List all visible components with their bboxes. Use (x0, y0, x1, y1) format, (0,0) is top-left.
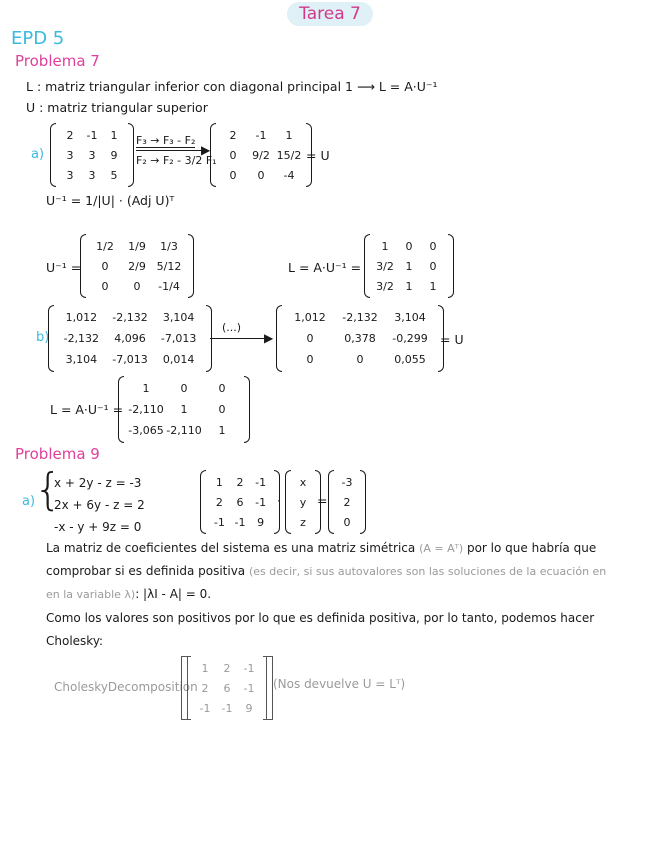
arrow-line (136, 150, 206, 151)
matrix-cell: -1 (243, 661, 255, 675)
matrix-cell: 0 (257, 168, 265, 182)
matrix-cell: -3 (341, 475, 353, 489)
matrix-cell: -1 (255, 128, 267, 142)
matrix-cell: 1 (201, 661, 209, 675)
matrix-cell: z (300, 515, 306, 529)
matrix-cell: -2,110 (128, 403, 164, 416)
text-line-2: comprobar si es definida positiva (es decir, si sus autovalores son las soluciones de la ecuación en (46, 564, 607, 578)
row-op-elided: (...) (222, 321, 242, 334)
matrix-cell: 0 (218, 382, 226, 395)
matrix-cell: 0 (306, 353, 314, 366)
matrix-cell: 3/2 (376, 259, 394, 273)
definition-U: U : matriz triangular superior (26, 100, 208, 115)
matrix-cell: 1 (405, 259, 413, 273)
matrix-cell: -7,013 (112, 353, 148, 366)
part-b-label: b) (36, 330, 50, 345)
text-line-5: Cholesky: (46, 634, 104, 648)
arrow-head-icon: ▶ (264, 331, 274, 345)
matrix-cell: 0 (343, 515, 351, 529)
matrix-cell: -1 (255, 475, 267, 489)
matrix-A-b (48, 305, 212, 376)
matrix-cell: 6 (223, 681, 231, 695)
matrix-cell: -1 (86, 128, 98, 142)
matrix-cell: 5/12 (156, 259, 182, 273)
matrix-cell: 1 (110, 128, 118, 142)
matrix-cell: 9 (245, 701, 253, 715)
matrix-cell: 1 (285, 128, 293, 142)
text-line-3: en la variable λ): |λI - A| = 0. (46, 587, 212, 601)
matrix-cell: 0 (101, 279, 109, 293)
matrix-cell: 1,012 (294, 311, 326, 324)
part-a-label: a) (31, 147, 45, 162)
equation-3: -x - y + 9z = 0 (54, 520, 142, 534)
matrix-cell: 1/2 (96, 239, 114, 253)
matrix-cell: 0 (405, 239, 413, 253)
matrix-cell: x (299, 475, 307, 489)
equals-U-b: = U (440, 332, 464, 347)
matrix-cell: 3 (88, 148, 96, 162)
problem-7-title: Problema 7 (15, 52, 100, 70)
matrix-cell: 6 (236, 495, 244, 509)
p9-part-a-label: a) (22, 494, 36, 509)
row-op-2: F₂ → F₂ - 3/2 F₁ (136, 154, 217, 167)
matrix-cell: 0 (356, 353, 364, 366)
matrix-cell: 1/9 (128, 239, 146, 253)
cholesky-command: CholeskyDecomposition (54, 680, 198, 694)
matrix-cell: -3,065 (128, 424, 164, 437)
matrix-cell: 2/9 (128, 259, 146, 273)
matrix-cell: 2 (229, 128, 237, 142)
matrix-cell: 0 (229, 168, 237, 182)
definition-L: L : matriz triangular inferior con diagonal principal 1 ⟶ L = A·U⁻¹ (26, 79, 438, 94)
equals-U-a: = U (306, 148, 330, 163)
matrix-cell: 0 (133, 279, 141, 293)
matrix-cell: -2,110 (166, 424, 202, 437)
matrix-cell: 0 (229, 148, 237, 162)
matrix-L-b (118, 376, 250, 447)
matrix-cell: 3,104 (65, 353, 98, 366)
row-op-1: F₃ → F₃ - F₂ (136, 134, 196, 147)
matrix-cell: 2 (236, 475, 244, 489)
equation-1: x + 2y - z = -3 (54, 476, 142, 490)
matrix-A-a (50, 123, 134, 191)
matrix-cell: -1 (221, 701, 233, 715)
matrix-cell: -7,013 (160, 332, 197, 345)
problem-9-title: Problema 9 (15, 445, 100, 463)
matrix-Uinv (80, 234, 194, 302)
matrix-cell: -0,299 (392, 332, 428, 345)
matrix-cell: 2 (66, 128, 74, 142)
matrix-cell: 1/3 (160, 239, 178, 253)
matrix-cell: 15/2 (276, 148, 302, 162)
matrix-cell: 1 (405, 279, 413, 293)
matrix-cell: 3,104 (162, 311, 195, 324)
matrix-cell: 1 (142, 382, 150, 395)
arrow-line-b (210, 338, 268, 339)
matrix-cell: 1 (180, 403, 188, 416)
matrix-cell: -1 (213, 515, 225, 529)
matrix-cell: 2 (215, 495, 223, 509)
matrix-cell: 1 (381, 239, 389, 253)
matrix-cell: 2 (343, 495, 351, 509)
matrix-cell: 0 (180, 382, 188, 395)
matrix-cell: -1 (255, 495, 267, 509)
equation-2: 2x + 6y - z = 2 (54, 498, 145, 512)
cholesky-note: (Nos devuelve U = Lᵀ) (273, 677, 406, 691)
matrix-cell: 3,104 (394, 311, 426, 324)
matrix-coefficients (200, 470, 280, 538)
matrix-cell: 5 (110, 168, 118, 182)
matrix-cell: 0 (101, 259, 109, 273)
dot-operator: · (277, 493, 281, 508)
matrix-cell: 9 (257, 515, 265, 529)
matrix-cell: 1,012 (65, 311, 98, 324)
matrix-cell: 1 (429, 279, 437, 293)
equation-system (54, 472, 145, 538)
matrix-cell: 9/2 (252, 148, 270, 162)
matrix-cell: 0,378 (344, 332, 376, 345)
L-label-b: L = A·U⁻¹ = (50, 402, 124, 417)
vector-b (328, 470, 366, 538)
matrix-U-a (210, 123, 312, 191)
matrix-cell: 0 (306, 332, 314, 345)
matrix-cell: -2,132 (112, 311, 148, 324)
matrix-cell: 0 (429, 239, 437, 253)
matrix-cholesky-input (181, 656, 273, 724)
text-line-4: Como los valores son positivos por lo que es definida positiva, por lo tanto, podemos hacer (46, 611, 595, 625)
vector-unknowns (285, 470, 321, 538)
matrix-cell: 9 (110, 148, 118, 162)
matrix-cell: 1 (218, 424, 226, 437)
matrix-cell: 2 (201, 681, 209, 695)
matrix-cell: 3 (66, 168, 74, 182)
matrix-cell: 2 (223, 661, 231, 675)
matrix-cell: 4,096 (114, 332, 146, 345)
matrix-cell: 0 (218, 403, 226, 416)
matrix-cell: -1/4 (158, 279, 180, 293)
epd-heading: EPD 5 (11, 28, 65, 49)
text-line-1: La matriz de coeficientes del sistema es una matriz simétrica (A = Aᵀ) por lo que habría que (46, 541, 597, 555)
matrix-cell: 3 (88, 168, 96, 182)
system-brace: { (34, 464, 62, 515)
matrix-cell: 3 (66, 148, 74, 162)
matrix-cell: -1 (199, 701, 211, 715)
matrix-cell: 0,055 (394, 353, 426, 366)
matrix-U-b (276, 305, 444, 376)
matrix-cell: -2,132 (342, 311, 378, 324)
Uinv-label: U⁻¹ = (46, 260, 82, 275)
matrix-L-a (364, 234, 454, 302)
matrix-cell: y (299, 495, 307, 509)
page-title: Tarea 7 (287, 2, 373, 26)
matrix-cell: 3/2 (376, 279, 394, 293)
matrix-cell: 0 (429, 259, 437, 273)
matrix-cell: 1 (215, 475, 223, 489)
arrow-head-icon: ▶ (201, 143, 211, 157)
equals-sign: = (317, 493, 328, 508)
matrix-cell: -2,132 (63, 332, 100, 345)
inverse-formula: U⁻¹ = 1/|U| · (Adj U)ᵀ (46, 193, 175, 208)
matrix-cell: -1 (234, 515, 246, 529)
matrix-cell: -1 (243, 681, 255, 695)
L-label-a: L = A·U⁻¹ = (288, 260, 362, 275)
matrix-cell: -4 (283, 168, 295, 182)
matrix-cell: 0,014 (162, 353, 195, 366)
